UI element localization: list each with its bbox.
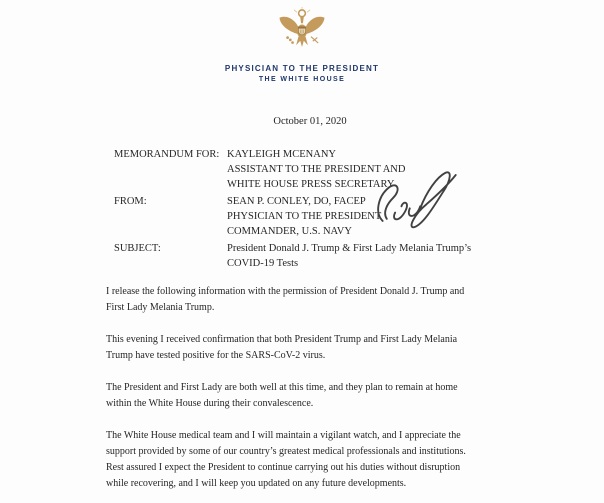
recipient-title-line-2: WHITE HOUSE PRESS SECRETARY xyxy=(227,179,395,190)
memo-body xyxy=(106,284,481,492)
from-field xyxy=(114,194,604,239)
letterhead-organization: THE WHITE HOUSE xyxy=(258,76,346,83)
sender-title-line-2: COMMANDER, U.S. NAVY xyxy=(227,226,352,237)
recipient-name: KAYLEIGH MCENANY xyxy=(227,149,336,160)
paragraph-condition: The President and First Lady are both well at this time, and they plan to remain at home within the White House during their convalescence. xyxy=(106,382,461,409)
recipient-title-line-1: ASSISTANT TO THE PRESIDENT AND xyxy=(227,164,406,175)
paragraph-positive-test: This evening I received confirmation that both President Trump and First Lady Melania Trump have tested positive for the SARS-CoV-2 virus. xyxy=(106,334,460,361)
letterhead xyxy=(0,0,604,57)
subject-value xyxy=(227,241,527,271)
letterhead-office: PHYSICIAN TO THE PRESIDENT xyxy=(224,64,380,73)
memorandum-for-label: MEMORANDUM FOR: xyxy=(114,149,220,160)
memo-header-fields xyxy=(0,147,604,271)
subject-field xyxy=(114,241,604,271)
paragraph-outlook: The White House medical team and I will maintain a vigilant watch, and I appreciate the support provided by some of our country’s greatest medical professionals and institutions. Rest assured I expect the President to continue carrying out his duties without disruption while recovering, and I will keep you updated on any future developments. xyxy=(106,430,471,489)
from-label: FROM: xyxy=(114,196,147,207)
presidential-eagle-seal-icon xyxy=(275,7,329,52)
memo-date: October 01, 2020 xyxy=(273,116,347,127)
memorandum-for-field xyxy=(114,147,604,192)
sender-title-line-1: PHYSICIAN TO THE PRESIDENT xyxy=(227,211,382,222)
subject-label: SUBJECT: xyxy=(114,243,161,254)
paragraph-release-statement: I release the following information with the permission of President Donald J. Trump and First Lady Melania Trump. xyxy=(106,286,467,313)
sean-conley-signature-icon xyxy=(368,166,462,232)
subject-line-1: President Donald J. Trump & First Lady Melania Trump’s xyxy=(227,243,472,254)
subject-line-2: COVID-19 Tests xyxy=(227,258,299,269)
sender-name: SEAN P. CONLEY, DO, FACEP xyxy=(227,196,366,207)
